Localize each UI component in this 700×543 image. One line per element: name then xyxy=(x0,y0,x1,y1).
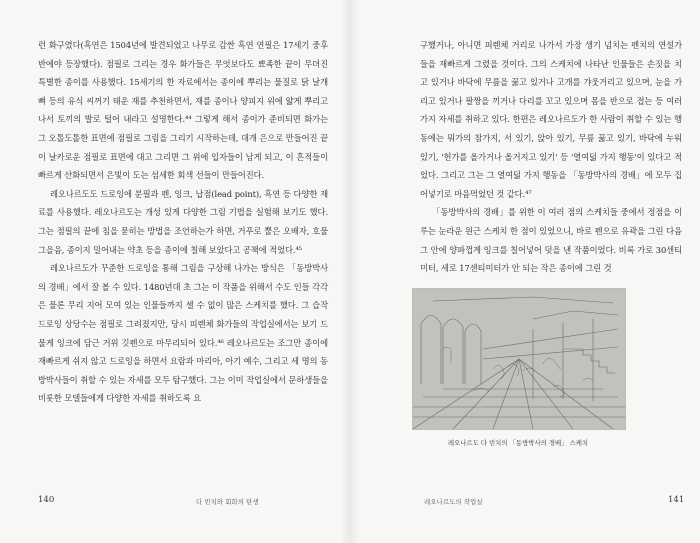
right-paragraph-1: 구했거나, 아니면 피렌체 거리로 나가서 가장 생기 넘치는 펜치의 연설가들을 재빠르게 그렸을 것이다. 그의 스케치에 나타난 인물들은 손짓을 치고 있거나 바닥에 무릎을 꿇고 있거나 고개를 갸웃거리고 있으며, 눈을 가리고 있거나 팔짱을 끼거나 다리를 꼬고 있으며 몸을 반으로 접는 등 여러 가지 자세를 취하고 있다. 한편은 레오나르도가 한 사람이 취할 수 있는 행동에는 뭐가의 참가지, 서 있기, 앉아 있기, 무릎 꿇고 있기, 바닥에 누워 있기, '헌가를 올가거나 올거지고 있기' 등 '열여덟 가지 행동'이 있다고 적었다. 그리고 그는 그 열여덟 가지 행동을 「동방박사의 경배」에 모두 집어넣기로 마음먹었던 것 같다.⁴⁷ xyxy=(420,40,682,199)
right-running-head: 레오나르도의 작업실 xyxy=(424,498,483,506)
left-page-number: 140 xyxy=(38,495,55,505)
right-page xyxy=(350,0,700,543)
left-paragraph-2: 레오나르도도 드로잉에 분필과 펜, 잉크, 납점(lead point), 흑연 등 다양한 재료를 사용했다. 레오나르도는 개성 있게 다양한 그림 기법을 실험해 보기도 했다. 그는 점필의 끝에 침을 묻히는 방법을 조언하는가 하면, 거푸로 뿔은 오배자, 호물 그을음, 종이지 밀어내는 약초 등을 종이에 칠해 보았다고 공책에 적었다.⁴⁵ xyxy=(38,188,328,255)
figure-caption: 레오나르도 다 빈치의 「동방박사의 경배」 스케치 xyxy=(447,439,589,447)
left-paragraph-3: 레오나르도가 꾸준한 드로잉을 통해 그림을 구상해 나가는 방식은 「동방박사의 경배」에서 잘 볼 수 있다. 1480년대 초 그는 이 작품을 위해서 수도 인들 각각은 물론 무리 지어 모여 있는 인물들까지 셀 수 없이 많은 스케치를 했다. 그 습작 드로잉 상당수는 점필로 그려졌지만, 당시 피렌체 화가들의 작업실에서는 보기 드물게 잉크에 담근 거위 깃펜으로 마무리되어 있다.⁴⁶ 레오나르도는 조그만 종이에 재빠르게 쉬지 않고 드로잉을 하면서 요람과 마리아, 아기 예수, 그리고 세 명의 동방박사들이 취할 수 있는 자세를 모두 탐구했다. 그는 이미 작업실에서 문하생들을 비롯한 모델들에게 다양한 자세를 취하도록 요 xyxy=(38,263,328,404)
left-paragraph-1: 런 화구였다(흑연은 1504년에 발견되었고 나무로 감싼 흑연 연필은 17세기 중후반에야 등장했다). 점필로 그리는 경우 화가들은 무엇보다도 뾰족한 끝이 무뎌진 특별한 종이를 사용했다. 15세기의 한 자료에서는 종이에 뿌리는 물질로 닭 날개 뼈 등의 유식 씨꺼기 태운 재를 추천하면서, 재를 종이나 양피지 위에 얇게 뿌리고 나서 토끼의 발로 털어 내라고 설명한다.⁴⁴ 그렇게 해서 종이가 준비되면 화가는 그 오톨도톨한 표면에 점필로 그림을 그리기 시작하는데, 대개 은으로 만들어진 끝이 날카로운 점필로 표면에 대고 그리면 그 위에 입자들이 남게 되고, 이 흔적들이 빠르게 산화되면서 은빛이 도는 섬세한 회색 선들이 만들어진다. xyxy=(38,40,328,181)
left-running-head: 다 빈치와 회화의 탄생 xyxy=(196,498,259,506)
perspective-sketch-image xyxy=(412,288,626,430)
left-body-text xyxy=(38,36,328,408)
sketch-drawing xyxy=(413,289,625,429)
right-paragraph-2: 「동방박사의 경배」를 위한 이 여러 점의 스케치들 중에서 정점을 이루는 눈라운 원근 스케치 한 점이 있었으니, 바로 펜으로 유곽을 그린 다음 그 안에 양파껍게 잉크를 칠어넣어 덧을 낸 작품이었다. 비록 가로 30센티미터, 세로 17센티미터가 안 되는 작은 종이에 그린 것 xyxy=(420,207,682,274)
right-body-text xyxy=(420,36,682,278)
right-page-number: 141 xyxy=(668,495,685,505)
